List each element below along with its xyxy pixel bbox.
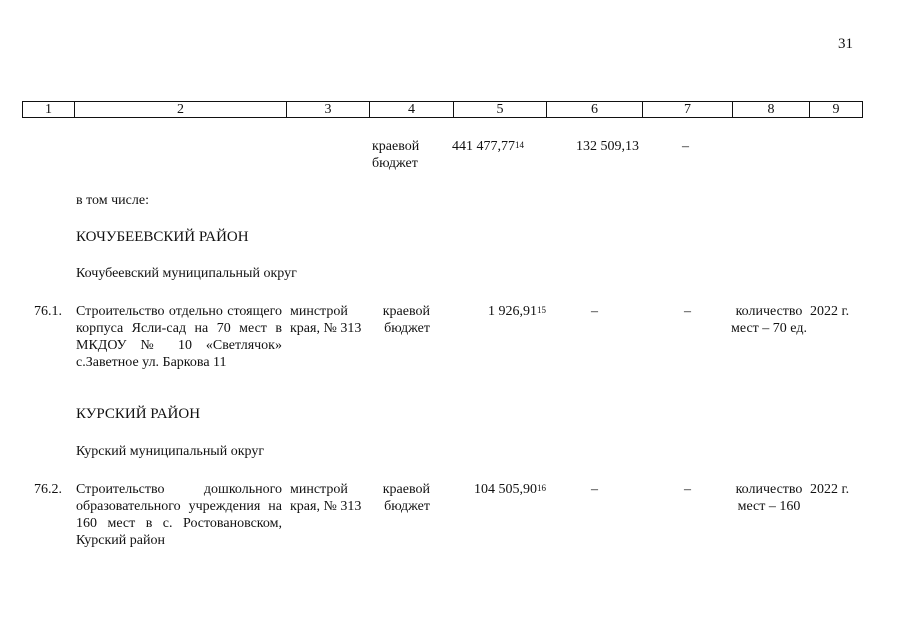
item-customer: минстрой края, № 313 (290, 304, 362, 336)
item-amount (440, 481, 546, 498)
item-col7: – (684, 482, 691, 497)
item-amount-value: 104 505,90 (474, 482, 537, 497)
column-header-5: 5 (454, 102, 547, 118)
column-header-4: 4 (370, 102, 454, 118)
column-header-7: 7 (643, 102, 733, 118)
item-amount (440, 303, 546, 320)
including-label: в том числе: (76, 193, 149, 208)
item-amount-value: 1 926,91 (488, 304, 537, 319)
page-number: 31 (838, 36, 853, 52)
item-capacity: количество мест – 160 (735, 482, 803, 514)
table-header-row (22, 101, 863, 118)
item-source: краевой бюджет (382, 304, 430, 336)
column-header-9: 9 (810, 102, 863, 118)
item-col6: – (591, 304, 598, 319)
item-capacity: количество мест – 70 ед. (731, 304, 807, 336)
item-col7: – (684, 304, 691, 319)
item-description: Строительство отдельно стоящего корпуса Ясли-сад на 70 мест в МКДОУ № 10 «Светлячок» с.Заветное ул. Баркова 11 (76, 304, 282, 370)
top-row-amount-value: 441 477,77 (452, 139, 515, 154)
column-header-3: 3 (287, 102, 370, 118)
top-row-col6: 132 509,13 (576, 139, 639, 154)
item-amount-footnote: 15 (537, 305, 546, 315)
item-amount-footnote: 16 (537, 483, 546, 493)
top-row-col7: – (682, 139, 689, 154)
item-source: краевой бюджет (382, 482, 430, 514)
district-heading-kochubeevsky: КОЧУБЕЕВСКИЙ РАЙОН (76, 229, 249, 245)
district-heading-kursky: КУРСКИЙ РАЙОН (76, 406, 201, 422)
item-col6: – (591, 482, 598, 497)
top-row-amount-footnote: 14 (515, 140, 524, 150)
column-header-8: 8 (733, 102, 810, 118)
municipality-kochubeevsky: Кочубеевский муниципальный округ (76, 266, 297, 281)
top-row-amount (452, 138, 547, 155)
item-number: 76.1. (34, 304, 62, 319)
item-description: Строительство дошкольного образовательного учреждения на 160 мест в с. Ростовановском, Курский район (76, 482, 282, 548)
item-customer: минстрой края, № 313 (290, 482, 362, 514)
item-year: 2022 г. (810, 304, 850, 319)
item-year: 2022 г. (810, 482, 850, 497)
item-number: 76.2. (34, 482, 62, 497)
top-row-source: краевой бюджет (372, 139, 420, 171)
column-header-1: 1 (23, 102, 75, 118)
column-header-2: 2 (75, 102, 287, 118)
column-header-6: 6 (547, 102, 643, 118)
municipality-kursky: Курский муниципальный округ (76, 444, 265, 459)
